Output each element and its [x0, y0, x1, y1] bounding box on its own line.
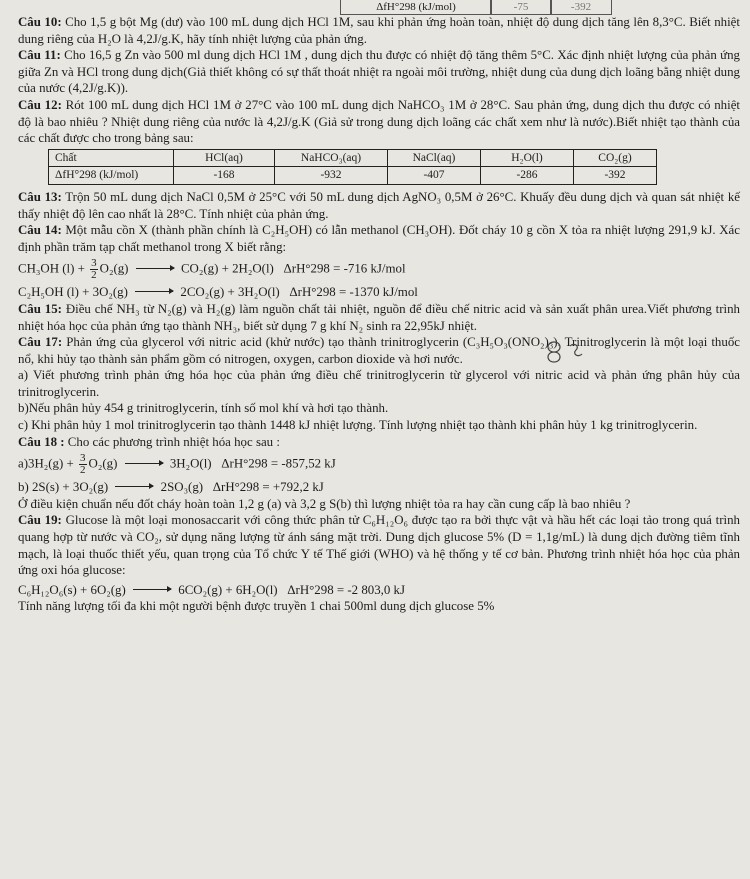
table-cell: -932 [275, 167, 388, 185]
q12-text: Rót 100 mL dung dịch HCl 1M ở 27°C vào 100 mL dung dịch NaHCO₃ 1M ở 28°C. Sau phản ứng, dung dịch thu được có nhiệt độ là bao nhiêu ? Nhiệt dung riêng của nước là 4,2J/g.K (Giả sử trong dung dịch loãng các chất xem như là nước).Biết nhiệt tạo thành của các chất được cho trong bảng sau: [18, 97, 740, 146]
eq18b-left: b) 2S(s) + 3O₂(g) [18, 480, 109, 495]
question-14 [18, 222, 740, 255]
eq18a-dh: ΔrH°298 = -857,52 kJ [221, 456, 336, 471]
eq14b-left: C₂H₅OH (l) + 3O₂(g) [18, 285, 128, 300]
table-header-cell: NaCl(aq) [388, 149, 481, 167]
q18-label: Câu 18 : [18, 434, 65, 449]
eq19-right: 6CO₂(g) + 6H₂O(l) [178, 582, 278, 597]
q17-text: Phản ứng của glycerol với nitric acid (khử nước) tạo thành trinitroglycerin (C₃H₅O₃(ONO₂)₃). Trinitroglycerin là một loại thuốc nổ, khi hủy tạo thành sản phẩm gồm có nitrogen, oxygen, carbon dioxide và hơi nước. [18, 335, 740, 366]
table-cell: -392 [574, 167, 657, 185]
question-13 [18, 189, 740, 222]
q17-part-b: b)Nếu phân hủy 454 g trinitroglycerin, tính số mol khí và hơi tạo thành. [18, 401, 389, 416]
equation-14a [18, 258, 740, 281]
table-row-label: ΔfH°298 (kJ/mol) [49, 167, 174, 185]
fraction-num: 3 [91, 257, 97, 270]
fraction [79, 453, 87, 476]
equation-18a [18, 453, 740, 476]
arrow-icon [115, 486, 153, 487]
table-header-cell: Chất [49, 149, 174, 167]
question-12 [18, 97, 740, 147]
fraction-num: 3 [80, 452, 86, 465]
arrow-icon [125, 463, 163, 464]
question-18 [18, 434, 740, 451]
arrow-icon [133, 589, 171, 590]
q17-part-a: a) Viết phương trình phản ứng hóa học của phản ứng điều chế trinitroglycerin từ glycerol với nitric acid và phản ứng phân hủy của trinitroglycerin. [18, 368, 740, 399]
fraction-den: 2 [80, 464, 86, 477]
q14-text: Một mẫu cồn X (thành phần chính là C₂H₅OH) có lẫn methanol (CH₃OH). Đốt cháy 10 g cồn X tỏa ra nhiệt lượng 291,9 kJ. Xác định phần trăm tạp chất methanol trong X biết rằng: [18, 223, 740, 254]
eq18a-o2: O₂(g) [88, 456, 118, 471]
question-17 [18, 334, 740, 367]
q15-label: Câu 15: [18, 301, 62, 316]
eq14b-dh: ΔrH°298 = -1370 kJ/mol [289, 285, 418, 300]
q13-text: Trộn 50 mL dung dịch NaCl 0,5M ở 25°C với 50 mL dung dịch AgNO₃ 0,5M ở 26°C. Khuấy đều dung dịch và quan sát nhiệt kế thấy nhiệt độ lên cao nhất là 28°C. Tính nhiệt của phản ứng. [18, 189, 740, 221]
table-cell: -407 [388, 167, 481, 185]
eq18b-dh: ΔrH°298 = +792,2 kJ [212, 480, 324, 495]
q13-label: Câu 13: [18, 189, 62, 204]
question-15 [18, 301, 740, 334]
eq19-left: C₆H₁₂O₆(s) + 6O₂(g) [18, 582, 126, 597]
q10-label: Câu 10: [18, 15, 62, 29]
equation-19 [18, 582, 740, 599]
eq18a-left: a)3H₂(g) + [18, 456, 74, 471]
question-11 [18, 47, 740, 97]
eq18b-right: 2SO₃(g) [160, 480, 204, 495]
q17-part-c: c) Khi phân hủy 1 mol trinitroglycerin tạo thành 1448 kJ nhiệt lượng. Tính lượng nhiệt tạo thành khi phân hủy 1 kg trinitroglycerin. [18, 418, 698, 433]
eq14a-right: CO₂(g) + 2H₂O(l) [180, 261, 274, 276]
q11-text: Cho 16,5 g Zn vào 500 ml dung dịch HCl 1M , dung dịch thu được có nhiệt độ tăng thêm 5°C. Xác định nhiệt lượng của phản ứng giữa Zn và HCl trong dung dịch(Giả thiết không có sự thất thoát nhiệt ra ngoài môi trường, nhiệt dung của dung dịch loãng bằng nhiệt dung của nước (4,2J/g.K)). [18, 48, 740, 96]
arrow-icon [135, 291, 173, 292]
q10-text: Cho 1,5 g bột Mg (dư) vào 100 mL dung dịch HCl 1M, sau khi phản ứng hoàn toàn, nhiệt độ dung dịch tăng lên 8,3°C. Biết nhiệt dung riêng của H₂O là 4,2J/g.K, hãy tính nhiệt lượng của phản ứng. [18, 15, 740, 46]
eq19-dh: ΔrH°298 = -2 803,0 kJ [287, 582, 406, 597]
q14-label: Câu 14: [18, 223, 62, 238]
q19-text2: Tính năng lượng tối đa khi một người bệnh được truyền 1 chai 500ml dung dịch glucose 5% [18, 599, 495, 614]
equation-18b [18, 479, 740, 496]
fraction [90, 258, 98, 281]
q18-text2: Ở điều kiện chuẩn nếu đốt cháy hoàn toàn 1,2 g (a) và 3,2 g S(b) thì lượng nhiệt tỏa ra hay cần cung cấp là bao nhiêu ? [18, 496, 631, 511]
q19-text: Glucose là một loại monosaccarit với công thức phân tử C₆H₁₂O₆ được tạo ra bởi thực vật và hầu hết các loại tảo trong quá trình quang hợp từ nước và CO₂, sử dụng năng lượng từ ánh sáng mặt trời. Dung dịch glucose 5% (D = 1,1g/mL) là dung dịch đường tiêm tĩnh mạch, là loại thuốc thiết yếu, quan trọng của Tổ chức Y tế Thế giới (WHO) và hệ thống y tế cơ bản. Phương trình nhiệt hóa học của phản ứng oxi hóa glucose: [18, 513, 740, 578]
eq18a-right: 3H₂O(l) [169, 456, 212, 471]
top-header-value-1: -75 [490, 0, 552, 15]
table-header-cell: CO₂(g) [574, 149, 657, 167]
top-header-dh-cell: ΔfH°298 (kJ/mol) [340, 0, 492, 15]
question-19 [18, 512, 740, 578]
eq14a-left: CH₃OH (l) + [18, 261, 85, 276]
question-10 [18, 14, 740, 47]
table-row [49, 167, 657, 185]
q15-text: Điều chế NH₃ từ N₂(g) và H₂(g) làm nguồn chất tải nhiệt, nguồn để điều chế nitric acid và sản xuất phân urea.Viết phương trình nhiệt hóa học của phản ứng tạo thành NH₃, biết sử dụng 7 g khí N₂ sinh ra 22,95kJ nhiệt. [18, 301, 740, 333]
top-header-value-2: -392 [550, 0, 612, 15]
table-cell: -286 [481, 167, 574, 185]
document-content [18, 14, 740, 615]
table-header-cell: NaHCO₃(aq) [275, 149, 388, 167]
handwritten-note-icon [540, 336, 588, 370]
q12-label: Câu 12: [18, 97, 62, 112]
eq14a-o2: O₂(g) [99, 261, 129, 276]
eq14a-dh: ΔrH°298 = -716 kJ/mol [283, 261, 406, 276]
table-cell: -168 [174, 167, 275, 185]
q11-label: Câu 11: [18, 48, 61, 63]
q17-label: Câu 17: [18, 335, 63, 350]
table-header-cell: H₂O(l) [481, 149, 574, 167]
eq14b-right: 2CO₂(g) + 3H₂O(l) [180, 285, 280, 300]
table-header-row [49, 149, 657, 167]
q18-text: Cho các phương trình nhiệt hóa học sau : [67, 434, 280, 449]
equation-14b [18, 284, 740, 301]
top-table-fragment [0, 0, 750, 14]
table-header-cell: HCl(aq) [174, 149, 275, 167]
enthalpy-table [48, 149, 657, 185]
fraction-den: 2 [91, 269, 97, 282]
q19-label: Câu 19: [18, 513, 62, 528]
arrow-icon [136, 268, 174, 269]
